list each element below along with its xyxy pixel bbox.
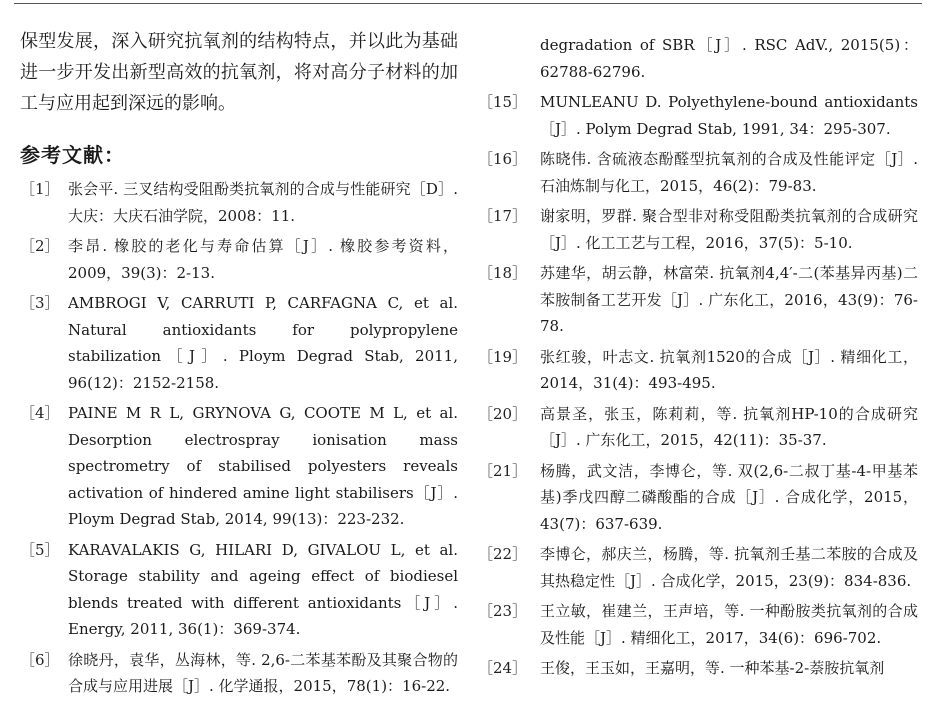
- reference-item: [20, 400, 458, 533]
- reference-number: ［22］: [478, 545, 528, 563]
- reference-number: ［23］: [478, 602, 528, 620]
- reference-item: [20, 176, 458, 229]
- reference-item: [478, 260, 918, 340]
- reference-text: 张红骏，叶志文. 抗氧剂1520的合成［J］. 精细化工，2014，31(4)：493-495.: [540, 347, 918, 392]
- conclusion-paragraph: 保型发展，深入研究抗氧剂的结构特点，并以此为基础进一步开发出新型高效的抗氧剂，将对高分子材料的加工与应用起到深远的影响。: [20, 31, 458, 114]
- reference-item: [478, 541, 918, 594]
- reference-item: [478, 203, 918, 256]
- right-column: [478, 32, 918, 686]
- reference-number: ［17］: [478, 207, 528, 225]
- reference-item: [478, 458, 918, 538]
- references-heading: 参考文献：: [20, 143, 125, 167]
- reference-item: [20, 233, 458, 286]
- reference-item: [478, 655, 918, 682]
- reference-number: ［16］: [478, 150, 528, 168]
- reference-number: ［4］: [20, 404, 60, 422]
- reference-text: MUNLEANU D. Polyethylene-bound antioxidants［J］. Polym Degrad Stab, 1991, 34：295-307.: [540, 93, 918, 138]
- top-rule: [14, 3, 922, 4]
- reference-number: ［1］: [20, 180, 60, 198]
- reference-number: ［15］: [478, 93, 528, 111]
- reference-text: 陈晓伟. 含硫液态酚醛型抗氧剂的合成及性能评定［J］. 石油炼制与化工，2015，46(2)：79-83.: [540, 150, 918, 195]
- reference-number: ［3］: [20, 294, 60, 312]
- reference-text: 苏建华，胡云静，林富荣. 抗氧剂4,4′-二(苯基异丙基)二苯胺制备工艺开发［J］. 广东化工，2016，43(9)：76-78.: [540, 264, 918, 335]
- reference-number: ［5］: [20, 540, 60, 559]
- reference-item: [20, 647, 458, 700]
- reference-text: AMBROGI V, CARRUTI P, CARFAGNA C, et al. Natural antioxidants for polypropylene stabilization［J］. Ploym Degrad Stab, 2011, 96(12)：2152-2158.: [68, 294, 458, 392]
- reference-number: ［24］: [478, 659, 528, 677]
- reference-number: ［18］: [478, 264, 528, 282]
- reference-text: 徐晓丹，袁华，丛海林，等. 2,6-二苯基苯酚及其聚合物的合成与应用进展［J］. 化学通报，2015，78(1)：16-22.: [68, 650, 458, 695]
- reference-text: 李博仑，郝庆兰，杨腾，等. 抗氧剂壬基二苯胺的合成及其热稳定性［J］. 合成化学，2015，23(9)：834-836.: [540, 545, 918, 590]
- reference-number: ［19］: [478, 347, 528, 366]
- reference-item: [478, 344, 918, 397]
- reference-number: ［6］: [20, 650, 60, 669]
- reference-text: 李昂. 橡胶的老化与寿命估算［J］. 橡胶参考资料，2009，39(3)：2-13.: [68, 237, 458, 282]
- reference-text: KARAVALAKIS G, HILARI D, GIVALOU L, et al. Storage stability and ageing effect of biodiesel blends treated with different antioxidants［J］. Energy, 2011, 36(1)：369-374.: [68, 540, 458, 638]
- reference-text: PAINE M R L, GRYNOVA G, COOTE M L, et al. Desorption electrospray ionisation mass spectrometry of stabilised polyesters reveals activation of hindered amine light stabilisers［J］. Ploym Degrad Stab, 2014, 99(13)：223-232.: [68, 404, 458, 528]
- reference-item: [478, 89, 918, 142]
- reference-number: ［2］: [20, 237, 60, 255]
- reference-text: 王俊，王玉如，王嘉明，等. 一种苯基-2-萘胺抗氧剂: [540, 659, 885, 677]
- left-column: [20, 26, 458, 704]
- reference-text: 高景圣，张玉，陈莉莉，等. 抗氧剂HP-10的合成研究［J］. 广东化工，2015，42(11)：35-37.: [540, 404, 918, 449]
- reference-continuation: degradation of SBR［J］. RSC AdV., 2015(5)：62788-62796.: [540, 36, 918, 81]
- reference-item: [478, 401, 918, 454]
- reference-item: [478, 146, 918, 199]
- reference-text: 王立敏，崔建兰，王声培，等. 一种酚胺类抗氧剂的合成及性能［J］. 精细化工，2017，34(6)：696-702.: [540, 602, 918, 647]
- reference-text: 谢家明，罗群. 聚合型非对称受阻酚类抗氧剂的合成研究［J］. 化工工艺与工程，2016，37(5)：5-10.: [540, 207, 918, 252]
- reference-item: [20, 290, 458, 396]
- reference-number: ［20］: [478, 404, 528, 423]
- reference-item: [20, 537, 458, 643]
- reference-number: ［21］: [478, 461, 528, 480]
- reference-text: 张会平. 三叉结构受阻酚类抗氧剂的合成与性能研究［D］. 大庆：大庆石油学院，2008：11.: [68, 180, 458, 225]
- reference-text: 杨腾，武文洁，李博仑，等. 双(2,6-二叔丁基-4-甲基苯基)季戊四醇二磷酸酯的合成［J］. 合成化学，2015，43(7)：637-639.: [540, 461, 918, 533]
- reference-item: [478, 598, 918, 651]
